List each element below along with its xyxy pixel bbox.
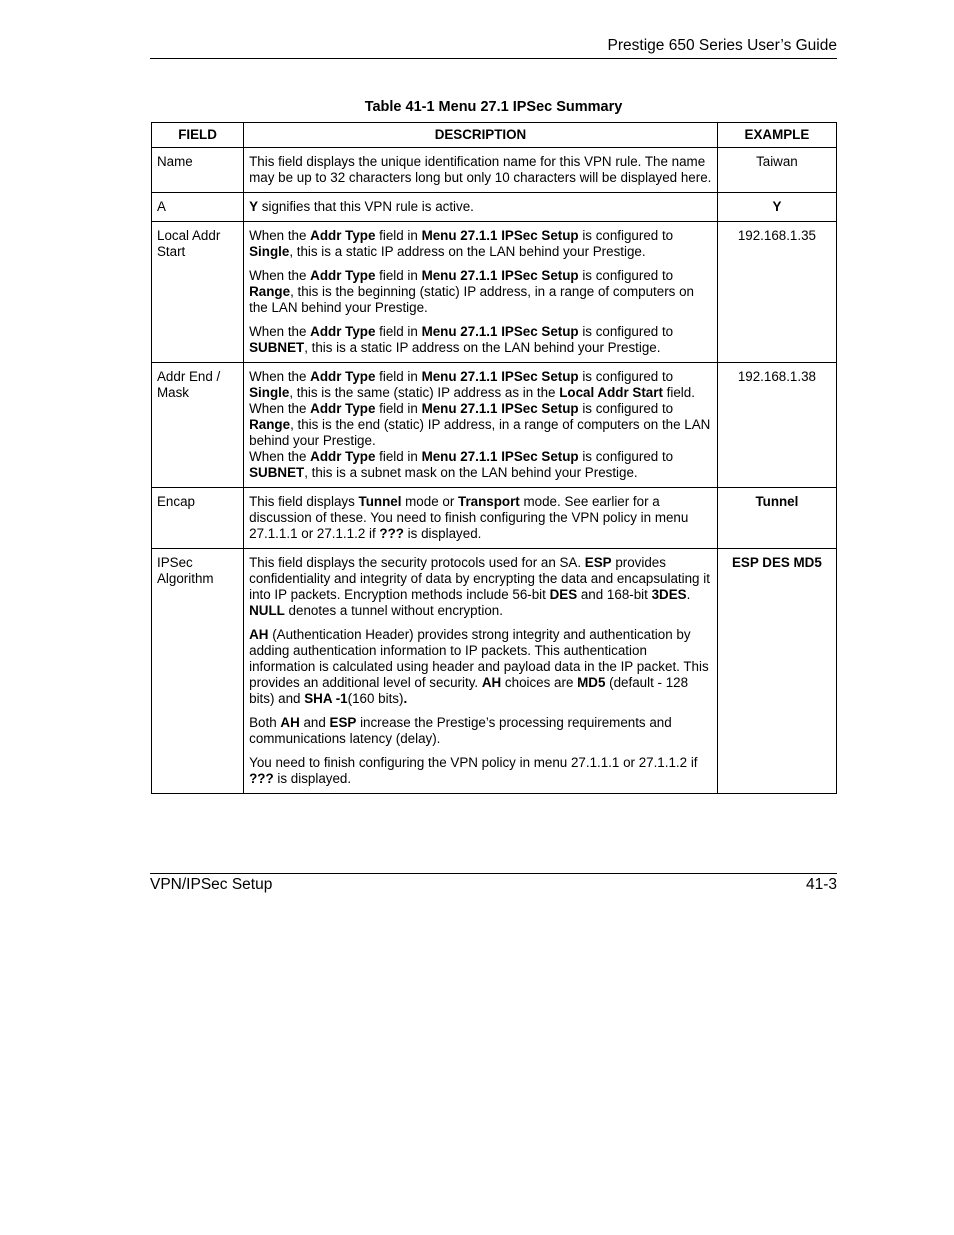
bold-term: SUBNET xyxy=(249,340,305,355)
text-run: , this is a subnet mask on the LAN behind your Prestige. xyxy=(304,465,638,480)
bold-term: Addr Type xyxy=(310,228,376,243)
text-run: , this is a static IP address on the LAN behind your Prestige. xyxy=(289,244,646,259)
bold-term: ??? xyxy=(379,526,404,541)
bold-term: AH xyxy=(481,675,502,690)
bold-term: AH xyxy=(280,715,300,730)
example-cell: 192.168.1.35 xyxy=(717,222,836,363)
text-run: is configured to xyxy=(578,369,674,384)
text-run: choices are xyxy=(501,675,578,690)
description-cell xyxy=(244,363,718,488)
table-row xyxy=(152,488,837,549)
bold-term: Local Addr Start xyxy=(559,385,663,400)
text-run: and 168-bit xyxy=(577,587,652,602)
bold-term: Addr Type xyxy=(310,268,376,283)
text-run: field in xyxy=(375,268,422,283)
section-name: VPN/IPSec Setup xyxy=(150,876,273,893)
column-header-example: EXAMPLE xyxy=(717,123,836,148)
text-run: is configured to xyxy=(578,228,674,243)
table-row xyxy=(152,222,837,363)
bold-term: Addr Type xyxy=(310,324,376,339)
bold-term: Menu 27.1.1 IPSec Setup xyxy=(421,449,579,464)
description-cell xyxy=(244,193,718,222)
text-run: (160 bits) xyxy=(347,691,404,706)
text-run: field in xyxy=(375,401,422,416)
text-run: field in xyxy=(375,369,422,384)
text-run: mode or xyxy=(401,494,459,509)
bold-term: ESP xyxy=(584,555,612,570)
bold-term: Menu 27.1.1 IPSec Setup xyxy=(421,268,579,283)
text-run: is configured to xyxy=(578,401,674,416)
text-run: is displayed. xyxy=(403,526,482,541)
description-cell xyxy=(244,148,718,193)
text-run: field in xyxy=(375,324,422,339)
bold-term: SHA -1 xyxy=(304,691,348,706)
bold-term: Y xyxy=(249,199,259,214)
description-paragraph xyxy=(249,755,712,787)
text-run: is configured to xyxy=(578,449,674,464)
bold-term: Addr Type xyxy=(310,449,376,464)
example-cell: Y xyxy=(717,193,836,222)
field-name-cell: A xyxy=(152,193,244,222)
bold-term: ESP xyxy=(329,715,357,730)
text-run: is displayed. xyxy=(273,771,352,786)
bold-term: Range xyxy=(249,417,291,432)
table-row xyxy=(152,363,837,488)
field-name-cell: Name xyxy=(152,148,244,193)
text-run: When the xyxy=(249,369,311,384)
text-run: When the xyxy=(249,324,311,339)
field-name-cell: Addr End / Mask xyxy=(152,363,244,488)
description-paragraph xyxy=(249,401,712,449)
text-run: When the xyxy=(249,228,311,243)
field-name-cell: IPSec Algorithm xyxy=(152,549,244,794)
table-caption: Table 41-1 Menu 27.1 IPSec Summary xyxy=(364,99,623,115)
table-header-row xyxy=(152,123,837,148)
example-cell: Taiwan xyxy=(717,148,836,193)
bold-term: Menu 27.1.1 IPSec Setup xyxy=(421,228,579,243)
description-paragraph xyxy=(249,494,712,542)
text-run: . xyxy=(686,587,691,602)
description-paragraph xyxy=(249,268,712,316)
text-run: , this is the end (static) IP address, in a range of computers on the LAN behind your Prestige. xyxy=(249,417,711,448)
page-number: 41-3 xyxy=(805,876,837,893)
example-cell: Tunnel xyxy=(717,488,836,549)
table-row xyxy=(152,148,837,193)
page-footer xyxy=(150,873,837,893)
bold-term: Addr Type xyxy=(310,369,376,384)
text-run: This field displays the security protocols used for an SA. xyxy=(249,555,585,570)
bold-term: Tunnel xyxy=(358,494,402,509)
description-cell xyxy=(244,488,718,549)
description-cell xyxy=(244,549,718,794)
description-paragraph xyxy=(249,199,712,215)
column-header-field: FIELD xyxy=(152,123,244,148)
example-cell: 192.168.1.38 xyxy=(717,363,836,488)
bold-term: Menu 27.1.1 IPSec Setup xyxy=(421,324,579,339)
description-paragraph xyxy=(249,715,712,747)
bold-term: ??? xyxy=(249,771,274,786)
description-cell xyxy=(244,222,718,363)
description-paragraph xyxy=(249,449,712,481)
text-run: increase the Prestige’s processing requirements and communications latency (delay). xyxy=(249,715,672,746)
field-name-cell: Local Addr Start xyxy=(152,222,244,363)
text-run: (Authentication Header) provides strong integrity and authentication by adding authentication information to IP packets. This authentication information is calculated using header and payload data in the IP packet. This provides an additional level of security. xyxy=(249,627,709,690)
text-run: Both xyxy=(249,715,281,730)
text-run: When the xyxy=(249,268,311,283)
bold-term: Single xyxy=(249,385,290,400)
text-run: , this is the beginning (static) IP address, in a range of computers on the LAN behind your Prestige. xyxy=(249,284,694,315)
text-run: field in xyxy=(375,449,422,464)
description-paragraph xyxy=(249,154,712,186)
bold-term: Range xyxy=(249,284,291,299)
bold-term: SUBNET xyxy=(249,465,305,480)
text-run: mode. See earlier for a discussion of these. You need to finish configuring the VPN policy in menu 27.1.1.1 or 27.1.1.2 if xyxy=(249,494,689,541)
bold-term: NULL xyxy=(249,603,285,618)
description-paragraph xyxy=(249,369,712,401)
text-run: field in xyxy=(375,228,422,243)
field-name-cell: Encap xyxy=(152,488,244,549)
text-run: provides confidentiality and integrity of data by encrypting the data and encapsulating it into IP packets. Encryption methods include 56-bit xyxy=(249,555,710,602)
bold-term: DES xyxy=(549,587,578,602)
bold-term: Addr Type xyxy=(310,401,376,416)
text-run: and xyxy=(299,715,330,730)
table-body xyxy=(152,148,837,794)
text-run: , this is the same (static) IP address as in the xyxy=(289,385,560,400)
text-run: This field displays xyxy=(249,494,359,509)
text-run: This field displays the unique identification name for this VPN rule. The name may be up to 32 characters long but only 10 characters will be displayed here. xyxy=(249,154,712,185)
example-cell: ESP DES MD5 xyxy=(717,549,836,794)
text-run: is configured to xyxy=(578,324,674,339)
text-run: signifies that this VPN rule is active. xyxy=(258,199,474,214)
bold-term: Single xyxy=(249,244,290,259)
text-run: field. xyxy=(662,385,695,400)
description-paragraph xyxy=(249,555,712,619)
ipsec-summary-table xyxy=(151,122,837,794)
bold-term: MD5 xyxy=(577,675,606,690)
text-run: (default - 128 bits) and xyxy=(249,675,689,706)
bold-term: AH xyxy=(249,627,269,642)
page-header xyxy=(150,37,837,59)
bold-term: . xyxy=(403,691,408,706)
table-row xyxy=(152,193,837,222)
description-paragraph xyxy=(249,228,712,260)
text-run: When the xyxy=(249,449,311,464)
text-run: is configured to xyxy=(578,268,674,283)
text-run: , this is a static IP address on the LAN behind your Prestige. xyxy=(304,340,661,355)
text-run: You need to finish configuring the VPN policy in menu 27.1.1.1 or 27.1.1.2 if xyxy=(249,755,698,770)
text-run: When the xyxy=(249,401,311,416)
bold-term: Transport xyxy=(458,494,520,509)
bold-term: Menu 27.1.1 IPSec Setup xyxy=(421,369,579,384)
description-paragraph xyxy=(249,324,712,356)
text-run: denotes a tunnel without encryption. xyxy=(284,603,503,618)
bold-term: 3DES xyxy=(651,587,687,602)
table-row xyxy=(152,549,837,794)
guide-title: Prestige 650 Series User’s Guide xyxy=(607,37,837,54)
column-header-description: DESCRIPTION xyxy=(244,123,718,148)
bold-term: Menu 27.1.1 IPSec Setup xyxy=(421,401,579,416)
description-paragraph xyxy=(249,627,712,707)
